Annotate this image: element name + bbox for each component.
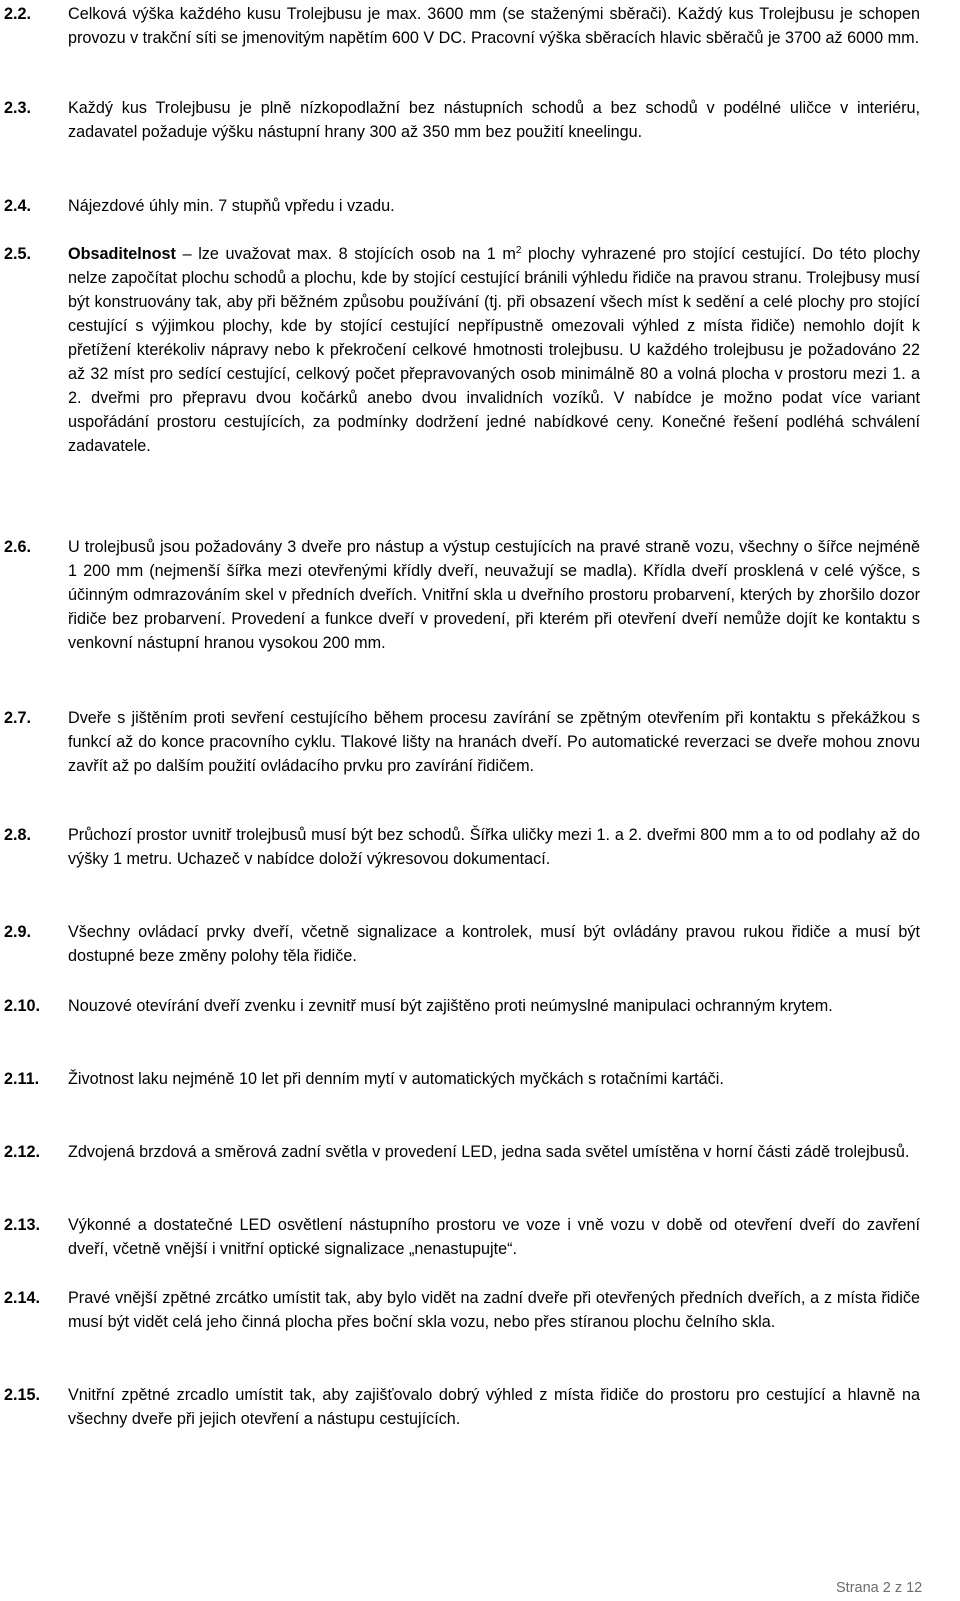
paragraph-text: Vnitřní zpětné zrcadlo umístit tak, aby zajišťovalo dobrý výhled z místa řidiče do prostoru pro cestující a hlavně na všechny dveře při jejich otevření a nástupu cestujících. (68, 1386, 920, 1428)
paragraph-text: Obsaditelnost – lze uvažovat max. 8 stojících osob na 1 $m^2$ plochy vyhrazené pro stojící cestující. Do této plochy nelze započítat plochu schodů a plochu, kde by stojící cestující bránili výhledu řidiče na pravou stranu. Trolejbusy musí být konstruovány tak, aby při běžném způsobu používání (tj. při obsazení všech míst k sedění a celé plochy pro stojící cestující s výjimkou plochy, kde by stojící cestující nepřípustně omezovali výhled z místa řidiče) nemohlo dojít k přetížení kterékoliv nápravy nebo k překročení celkové hmotnosti trolejbusu. U každého trolejbusu je požadováno 22 až 32 míst pro sedící cestující, celkový počet přepravovaných osob minimálně 80 a volná plocha v prostoru mezi 1. a 2. dveřmi pro přepravu dvou kočárků anebo dvou invalidních vozíků. V nabídce je možno podat více variant uspořádání prostoru cestujících, za podmínky dodržení jedné nabídkové ceny. Konečné řešení podléhá schválení zadavatele. (68, 245, 920, 455)
paragraph-number: 2.7. (4, 709, 32, 727)
paragraph-label: Obsaditelnost (68, 245, 176, 263)
paragraph-number: 2.6. (4, 538, 32, 556)
paragraph-text: Průchozí prostor uvnitř trolejbusů musí být bez schodů. Šířka uličky mezi 1. a 2. dveřmi 800 mm a to od podlahy až do výšky 1 metru. Uchazeč v nabídce doloží výkresovou dokumentací. (68, 826, 920, 868)
paragraph-number: 2.10. (4, 997, 41, 1015)
paragraph-text: Pravé vnější zpětné zrcátko umístit tak, aby bylo vidět na zadní dveře při otevřených předních dveřích, a z místa řidiče musí být vidět celá jeho činná plocha přes boční skla vozu, nebo přes stíranou plochu čelního skla. (68, 1289, 920, 1331)
paragraph-text: Nouzové otevírání dveří zvenku i zevnitř musí být zajištěno proti neúmyslné manipulaci ochranným krytem. (68, 997, 833, 1015)
paragraph-number: 2.11. (4, 1070, 40, 1088)
paragraph-number: 2.9. (4, 923, 32, 941)
paragraph-text: Životnost laku nejméně 10 let při denním mytí v automatických myčkách s rotačními kartáči. (68, 1070, 724, 1088)
paragraph-number: 2.3. (4, 99, 32, 117)
paragraph-number: 2.2. (4, 5, 32, 23)
paragraph-number: 2.4. (4, 197, 32, 215)
paragraph-text: Zdvojená brzdová a směrová zadní světla v provedení LED, jedna sada světel umístěna v horní části zádě trolejbusů. (68, 1143, 910, 1161)
paragraph-text: Výkonné a dostatečné LED osvětlení nástupního prostoru ve voze i vně vozu v době od otevření dveří do zavření dveří, včetně vnější i vnitřní optické signalizace „nenastupujte“. (68, 1216, 920, 1258)
superscript: 2 (515, 245, 522, 256)
paragraph-text: Každý kus Trolejbusu je plně nízkopodlažní bez nástupních schodů a bez schodů v podélné uličce v interiéru, zadavatel požaduje výšku nástupní hrany 300 až 350 mm bez použití kneelingu. (68, 99, 920, 141)
paragraph-number: 2.8. (4, 826, 32, 844)
paragraph-number: 2.14. (4, 1289, 41, 1307)
paragraph-text: Celková výška každého kusu Trolejbusu je max. 3600 mm (se staženými sběrači). Každý kus Trolejbusu je schopen provozu v trakční síti se jmenovitým napětím 600 V DC. Pracovní výška sběracích hlavic sběračů je 3700 až 6000 mm. (68, 5, 920, 47)
page-number-footer: Strana 2 z 12 (836, 1580, 923, 1596)
paragraph-number: 2.12. (4, 1143, 41, 1161)
paragraph-text: Všechny ovládací prvky dveří, včetně signalizace a kontrolek, musí být ovládány pravou rukou řidiče a musí být dostupné beze změny polohy těla řidiče. (68, 923, 920, 965)
paragraph-text: U trolejbusů jsou požadovány 3 dveře pro nástup a výstup cestujících na pravé straně vozu, všechny o šířce nejméně 1 200 mm (nejmenší šířka mezi otevřenými křídly dveří, neuvažují se madla). Křídla dveří prosklená v celé výšce, s účinným odmrazováním skel v předních dveřích. Vnitřní skla u dveřního prostoru probarvení, kterých by zhoršilo dozor řidiče bez probarvení. Provedení a funkce dveří v provedení, při kterém při otevření dveří nemůže dojít ke kontaktu s venkovní nástupní hranou vysokou 200 mm. (68, 538, 920, 652)
paragraph-text: Nájezdové úhly min. 7 stupňů vpředu i vzadu. (68, 197, 395, 215)
paragraph-text: Dveře s jištěním proti sevření cestujícího během procesu zavírání se zpětným otevřením při kontaktu s překážkou s funkcí až do konce pracovního cyklu. Tlakové lišty na hranách dveří. Po automatické reverzaci se dveře mohou znovu zavřít až po dalším použití ovládacího prvku pro zavírání řidičem. (68, 709, 920, 775)
paragraph-number: 2.13. (4, 1216, 41, 1234)
paragraph-number: 2.15. (4, 1386, 41, 1404)
paragraph-number: 2.5. (4, 245, 32, 263)
